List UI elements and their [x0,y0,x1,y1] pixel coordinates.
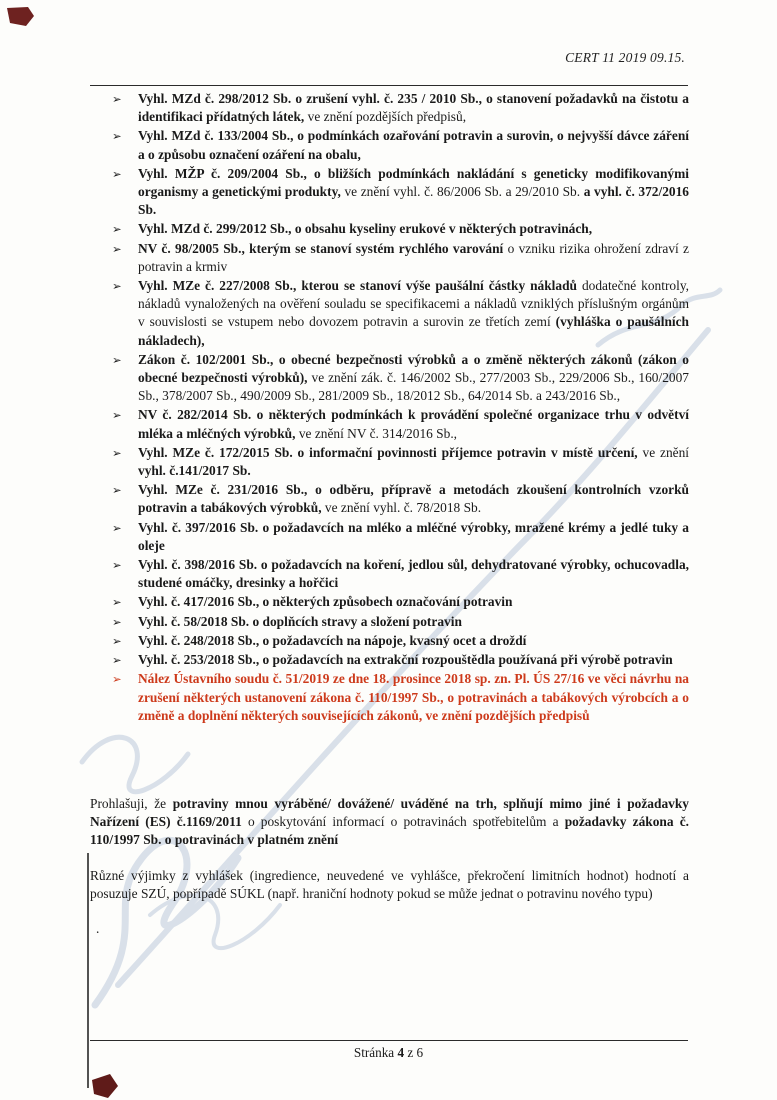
regulation-text-segment: ve znění pozdějších předpisů, [307,109,467,125]
list-item-regulation [90,593,689,611]
regulation-text-segment: Vyhl. č. 58/2018 Sb. o doplňcích stravy a složení potravin [138,613,462,629]
arrow-bullet-icon: ➢ [112,655,122,668]
list-item-regulation [90,481,689,517]
regulation-text-segment: NV č. 98/2005 Sb., kterým se stanoví systém rychlého varování [138,240,508,256]
regulation-text-segment: Vyhl. MŽP č. 209/2004 Sb., o bližších podmínkách nakládání s geneticky modifikovanými organismy a genetickými produkty, [138,165,689,200]
list-item-regulation [90,127,689,163]
regulation-text-segment: ve znění vyhl. č. 86/2006 Sb. a 29/2010 Sb. [344,184,584,200]
arrow-bullet-icon: ➢ [112,674,122,687]
regulation-text-segment: Vyhl. č. 397/2016 Sb. o požadavcích na mléko a mléčné výrobky, mražené krémy a jedlé tuky a oleje [138,519,689,553]
footer-segment: Stránka [353,1045,398,1060]
regulation-text-segment: (vyhláška o paušálních nákladech), [138,314,689,348]
regulation-text-segment: Vyhl. MZe č. 231/2016 Sb., o odběru, přípravě a metodách zkoušení kontrolních vzorků potravin a tabákových výrobků, [138,482,689,516]
regulation-text-segment: Vyhl. MZe č. 172/2015 Sb. o informační povinnosti příjemce potravin v místě určení, [138,444,643,460]
list-item-regulation [90,165,689,220]
arrow-bullet-icon: ➢ [112,281,122,294]
list-item-regulation [90,240,689,276]
regulation-text-segment: Vyhl. č. 248/2018 Sb., o požadavcích na nápoje, kvasný ocet a droždí [138,632,527,648]
regulation-text [138,128,689,161]
list-item-court-ruling [90,670,689,725]
regulation-text-segment: ve znění [642,444,690,460]
stray-period [96,920,689,938]
arrow-bullet-icon: ➢ [112,224,122,237]
list-item-regulation [90,351,689,406]
arrow-bullet-icon: ➢ [112,131,122,144]
list-item-regulation [90,277,689,350]
regulation-text [138,594,512,609]
list-item-regulation [90,613,689,631]
paragraph-segment: potraviny mnou vyráběné/ dovážené/ uváděné na trh, splňují mimo jiné i požadavky Nařízení (ES) č.1169/2011 [90,795,689,830]
regulation-text-segment: Vyhl. MZd č. 133/2004 Sb., o podmínkách ozařování potravin a surovin, o nejvyšší dávce záření a o způsobu označení ozáření na obalu, [138,128,689,162]
regulation-text-segment: NV č. 282/2014 Sb. o některých podmínkách k provádění společné organizace trhu v odvětví mléka a mléčných výrobků, [138,407,689,441]
paragraph-segment: Různé výjimky z vyhlášek (ingredience, neuvedené ve vyhlášce, překročení limitních hodnot) hodnotí a posuzuje SZÚ, popřípadě SÚKL (např. hraniční hodnoty pokud se může jednat o potravinu nového typu) [90,867,689,901]
scan-artifact-bottom-left [88,1072,122,1100]
paragraph-segment: o poskytování informací o potravinách spotřebitelům a [247,814,565,830]
document-body [90,90,689,938]
regulation-text-segment: ve znění NV č. 314/2016 Sb., [298,425,458,441]
regulation-text [138,614,462,629]
arrow-bullet-icon: ➢ [112,410,122,423]
arrow-bullet-icon: ➢ [112,354,122,367]
arrow-bullet-icon: ➢ [112,485,122,498]
exceptions-paragraph [90,867,689,903]
regulation-text [138,241,689,274]
regulation-text [138,482,689,515]
arrow-bullet-icon: ➢ [112,447,122,460]
arrow-bullet-icon: ➢ [112,243,122,256]
footer-rule [90,1040,688,1041]
list-item-regulation [90,444,689,480]
page-number-footer [0,1045,777,1061]
arrow-bullet-icon: ➢ [112,635,122,648]
regulation-text [138,352,689,403]
paragraph-segment: . [96,920,100,936]
regulation-text [138,221,592,236]
declaration-paragraph [90,795,689,850]
arrow-bullet-icon: ➢ [112,597,122,610]
list-item-regulation [90,220,689,238]
list-item-regulation [90,632,689,650]
regulation-text [138,557,689,590]
arrow-bullet-icon: ➢ [112,560,122,573]
list-item-regulation [90,519,689,555]
regulation-text-segment: vyhl. č.141/2017 Sb. [138,463,251,479]
paragraph-segment: Prohlašuji, že [90,795,173,811]
list-item-regulation [90,406,689,442]
list-item-regulation [90,556,689,592]
regulation-text [138,166,689,217]
header-rule [90,85,688,86]
regulation-text [138,445,689,478]
paragraph-segment: požadavky zákona č. 110/1997 Sb. o potravinách v platném znění [90,814,690,848]
regulation-text [138,91,689,124]
arrow-bullet-icon: ➢ [112,168,122,181]
footer-segment: z 6 [404,1045,424,1060]
regulation-text-segment: Vyhl. MZd č. 299/2012 Sb., o obsahu kyseliny erukové v některých potravinách, [138,221,593,237]
regulation-text [138,652,673,667]
regulation-text-segment: Vyhl. č. 398/2016 Sb. o požadavcích na koření, jedlou sůl, dehydratované výrobky, ochucovadla, studené omáčky, dresinky a hořčici [138,557,689,591]
arrow-bullet-icon: ➢ [112,522,122,535]
footer-segment: 4 [397,1045,405,1060]
scan-artifact-top-left [4,4,40,34]
regulation-text-segment: Vyhl. č. 417/2016 Sb., o některých způsobech označování potravin [138,594,513,610]
regulation-text-segment: dodatečné kontroly, nákladů vynaložených na ověření souladu se specifikacemi a nákladů vzniklých příslušným orgánům v souvislosti se vstupem nebo dovozem potravin a surovin ze třetích zemí [138,278,690,330]
regulation-text [138,633,526,648]
regulation-text-segment: Vyhl. č. 253/2018 Sb., o požadavcích na extrakční rozpouštědla používaná při výrobě potravin [138,652,673,668]
regulation-text [138,407,689,440]
regulation-text-segment: a vyhl. č. 372/2016 Sb. [138,184,689,218]
regulation-text-segment: o vzniku rizika ohrožení zdraví z potravin a krmiv [138,240,689,274]
regulation-text-segment: Vyhl. MZd č. 298/2012 Sb. o zrušení vyhl. č. 235 / 2010 Sb., o stanovení požadavků na čistotu a identifikaci přídatných látek, [138,91,689,125]
regulation-text [138,520,689,553]
list-item-regulation [90,651,689,669]
regulation-text [138,278,689,348]
regulation-text-segment: ve znění vyhl. č. 78/2018 Sb. [324,500,482,516]
regulation-text-segment: ve znění zák. č. 146/2002 Sb., 277/2003 Sb., 229/2006 Sb., 160/2007 Sb., 378/2007 Sb., 490/2009 Sb., 281/2009 Sb., 18/2012 Sb., 64/2014 Sb. a 243/2016 Sb., [138,370,689,404]
regulation-list [90,90,689,725]
arrow-bullet-icon: ➢ [112,94,122,106]
body-paragraphs [90,795,689,938]
arrow-bullet-icon: ➢ [112,616,122,629]
regulation-text-segment: Nález Ústavního soudu č. 51/2019 ze dne 18. prosince 2018 sp. zn. Pl. ÚS 27/16 ve věci návrhu na zrušení některých ustanovení zákona č. 110/1997 Sb., o potravinách a tabákových výrobcích a o změně a doplnění některých souvisejících zákonů, ve znění pozdějších předpisů [138,671,689,723]
header-cert-stamp: CERT 11 2019 09.15. [565,50,685,65]
regulation-text-segment: Zákon č. 102/2001 Sb., o obecné bezpečnosti výrobků a o změně některých zákonů (zákon o obecné bezpečnosti výrobků), [138,351,689,386]
list-item-regulation [90,90,689,126]
regulation-text-segment: Vyhl. MZe č. 227/2008 Sb., kterou se stanoví výše paušální částky nákladů [138,278,582,294]
regulation-text [138,671,689,722]
